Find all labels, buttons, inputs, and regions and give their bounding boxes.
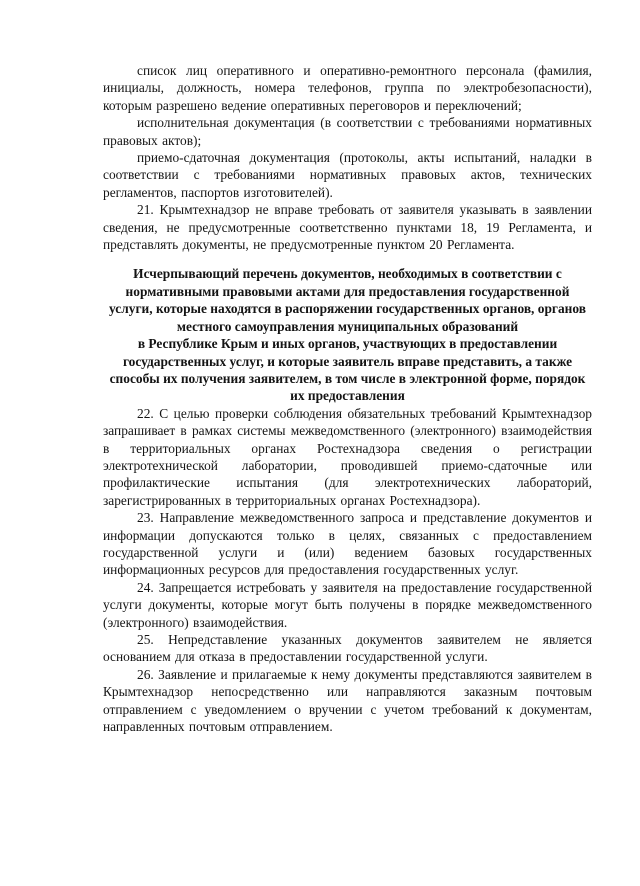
paragraph-clause-25: 25. Непредставление указанных документов заявителем не является основанием для отказа в предоставлении государственной услуги. (103, 632, 592, 665)
paragraph-clause-22: 22. С целью проверки соблюдения обязательных требований Крымтехнадзор запрашивает в рамках системы межведомственного (электронного) взаимодействия в территориальных органах Ростехнадзора сведения о регистрации электротехнической лаборатории, проводившей приемо-сдаточные или профилактические испытания (для электротехнических лабораторий, зарегистрированных в территориальных органах Ростехнадзора). (103, 405, 592, 508)
paragraph-personnel-list: список лиц оперативного и оперативно-ремонтного персонала (фамилия, инициалы, должность, номера телефонов, группа по электробезопасности), которым разрешено ведение оперативных переговоров и переключений; (103, 63, 592, 113)
paragraph-clause-23: 23. Направление межведомственного запроса и представление документов и информации допускаются только в целях, связанных с предоставлением государственной услуги и (или) ведением базовых государственных информационных ресурсов для предоставления государственных услуг. (103, 510, 592, 578)
section-heading-part-2: в Республике Крым и иных органов, участвующих в предоставлении государственных услуг, и которые заявитель вправе представить, а также способы их получения заявителем, в том числе в электронной форме, порядок их предоставления (109, 336, 586, 404)
section-heading-part-1: Исчерпывающий перечень документов, необходимых в соответствии с нормативными правовыми актами для предоставления государственной услуги, которые находятся в распоряжении государственных органов, органов местного самоуправления муниципальных образований (109, 266, 586, 334)
paragraph-acceptance-documentation: приемо-сдаточная документация (протоколы, акты испытаний, наладки в соответствии с требованиями нормативных правовых актов, технических регламентов, паспортов изготовителей). (103, 150, 592, 200)
paragraph-clause-21: 21. Крымтехнадзор не вправе требовать от заявителя указывать в заявлении сведения, не предусмотренные соответственно пунктами 18, 19 Регламента, и представлять документы, не предусмотренные пунктом 20 Регламента. (103, 202, 592, 253)
paragraph-clause-26: 26. Заявление и прилагаемые к нему документы представляются заявителем в Крымтехнадзор непосредственно или направляются заказным почтовым отправлением с уведомлением о вручении с учетом требований к документам, направленных почтовым отправлением. (103, 666, 592, 735)
paragraph-executive-documentation: исполнительная документация (в соответствии с требованиями нормативных правовых актов); (103, 115, 592, 148)
document-content (103, 62, 592, 735)
paragraph-clause-24: 24. Запрещается истребовать у заявителя на предоставление государственной услуги документы, которые могут быть получены в порядке межведомственного (электронного) взаимодействия. (103, 579, 592, 630)
section-heading (103, 265, 592, 404)
